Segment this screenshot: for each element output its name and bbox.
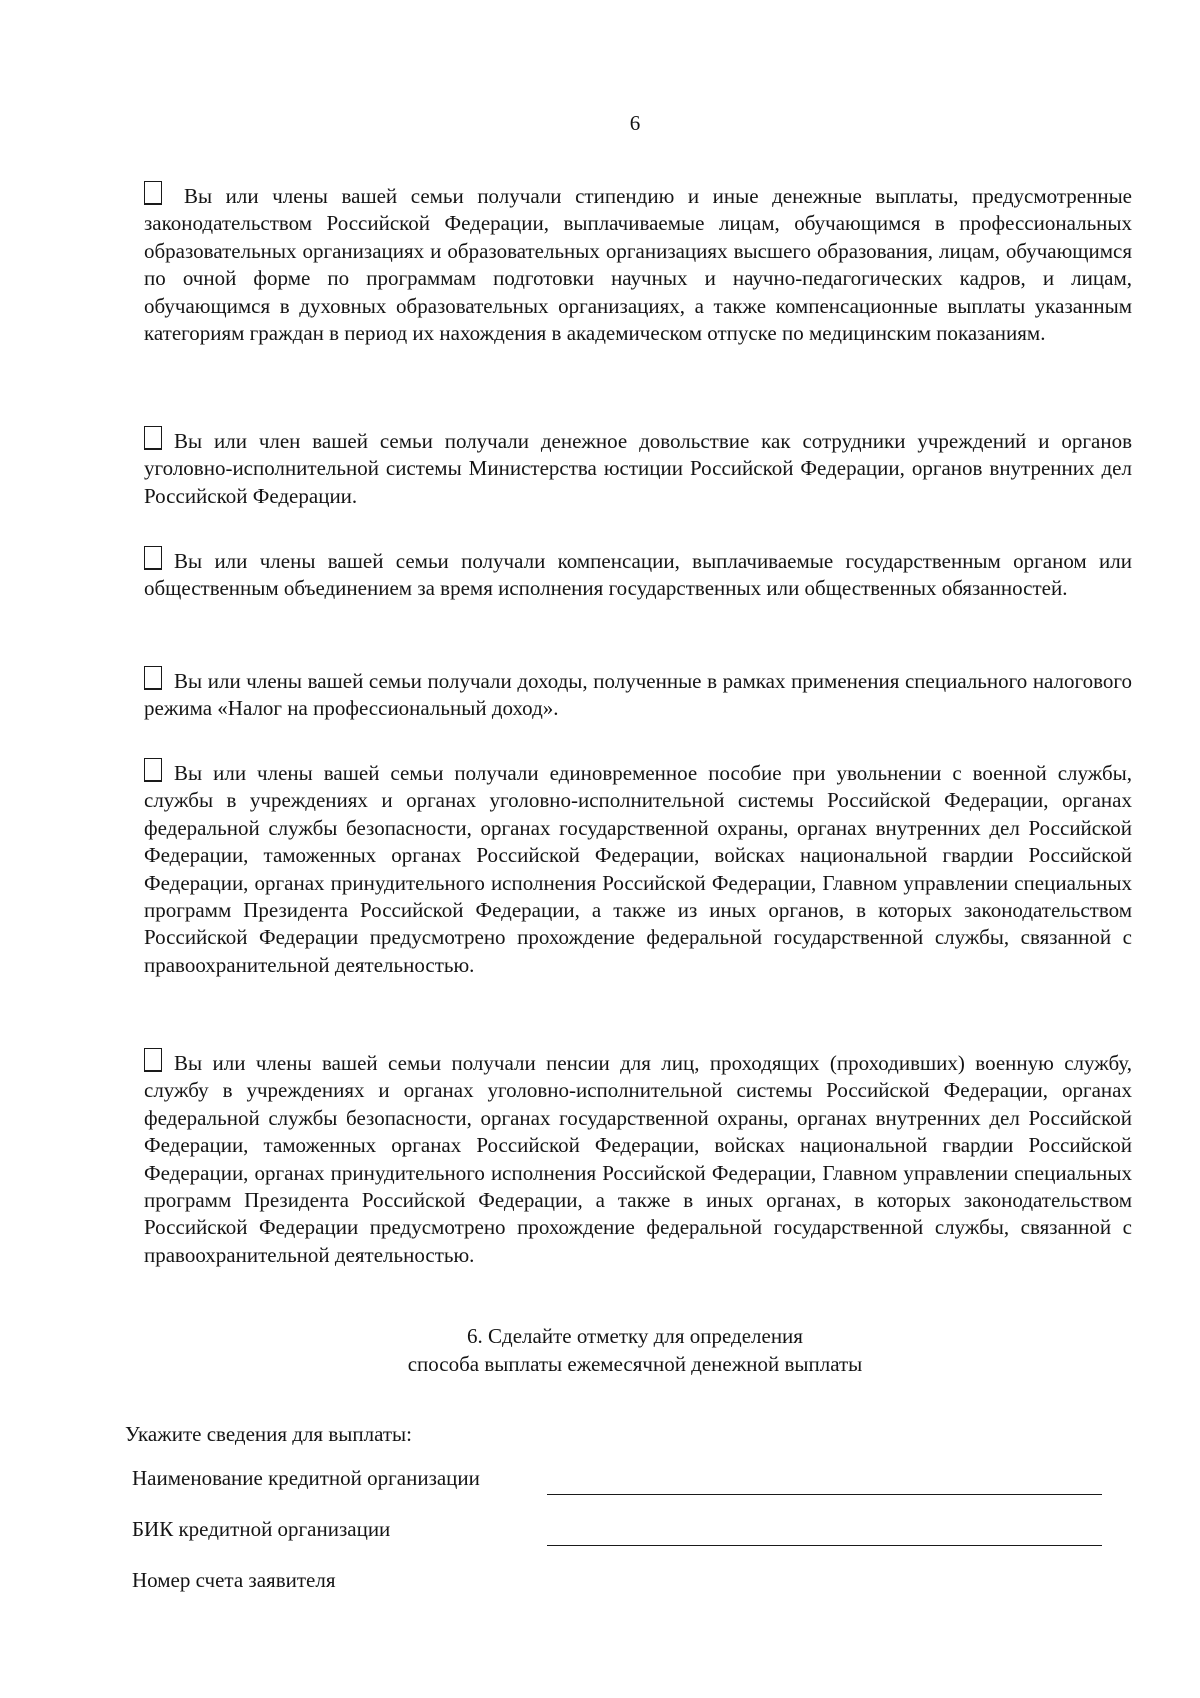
section-heading-line-2: способа выплаты ежемесячной денежной выплаты	[407, 1352, 863, 1376]
checkbox-allowance[interactable]	[144, 426, 162, 450]
option-text-professional-income-tax: Вы или члены вашей семьи получали доходы, полученные в рамках применения специального налогового режима «Налог на профессиональный доход».	[144, 669, 1132, 721]
bik-field[interactable]	[547, 1545, 1102, 1546]
income-option-professional-income-tax	[144, 666, 1132, 723]
checkbox-compensation[interactable]	[144, 546, 162, 570]
bik-label: БИК кредитной организации	[132, 1517, 391, 1541]
income-option-compensation	[144, 546, 1132, 603]
checkbox-scholarship[interactable]	[144, 181, 162, 205]
checkbox-professional-income-tax[interactable]	[144, 666, 162, 690]
income-option-severance-benefit	[144, 758, 1132, 979]
section-heading	[240, 1322, 1030, 1378]
bik-row	[132, 1515, 1102, 1555]
option-text-allowance: Вы или член вашей семьи получали денежное довольствие как сотрудники учреждений и органов уголовно-исполнительной системы Министерства юстиции Российской Федерации, органов внутренних дел Российской Федерации.	[144, 429, 1132, 508]
income-option-scholarship	[144, 181, 1132, 347]
bank-name-row	[132, 1464, 1102, 1504]
income-option-service-pension	[144, 1048, 1132, 1269]
option-text-compensation: Вы или члены вашей семьи получали компенсации, выплачиваемые государственным органом или общественным объединением за время исполнения государственных или общественных обязанностей.	[144, 549, 1132, 601]
income-option-allowance	[144, 426, 1132, 510]
option-text-severance-benefit: Вы или члены вашей семьи получали единовременное пособие при увольнении с военной службы, службы в учреждениях и органах уголовно-исполнительной системы Российской Федерации, органах федеральной службы безопасности, органах государственной охраны, органах внутренних дел Российской Федерации, таможенных органах Российской Федерации, войсках национальной гвардии Российской Федерации, органах принудительного исполнения Российской Федерации, Главном управлении специальных программ Президента Российской Федерации, а также из иных органов, в которых законодательством Российской Федерации предусмотрено прохождение федеральной государственной службы, связанной с правоохранительной деятельностью.	[144, 761, 1132, 977]
option-text-scholarship: Вы или члены вашей семьи получали стипендию и иные денежные выплаты, предусмотренные законодательством Российской Федерации, выплачиваемые лицам, обучающимся в профессиональных образовательных организациях и образовательных организациях высшего образования, лицам, обучающимся по очной форме по программам подготовки научных и научно-педагогических кадров, и лицам, обучающимся в духовных образовательных организациях, а также компенсационные выплаты указанным категориям граждан в период их нахождения в академическом отпуске по медицинским показаниям.	[144, 184, 1132, 346]
payment-intro: Укажите сведения для выплаты:	[125, 1422, 412, 1446]
option-text-service-pension: Вы или члены вашей семьи получали пенсии для лиц, проходящих (проходивших) военную службу, службу в учреждениях и органах уголовно-исполнительной системы Российской Федерации, органах федеральной службы безопасности, органах государственной охраны, органах внутренних дел Российской Федерации, таможенных органах Российской Федерации, войсках национальной гвардии Российской Федерации, органах принудительного исполнения Российской Федерации, Главном управлении специальных программ Президента Российской Федерации, а также в иных органах, в которых законодательством Российской Федерации предусмотрено прохождение федеральной государственной службы, связанной с правоохранительной деятельностью.	[144, 1051, 1132, 1267]
checkbox-severance-benefit[interactable]	[144, 758, 162, 782]
bank-name-label: Наименование кредитной организации	[132, 1466, 480, 1490]
bank-name-field[interactable]	[547, 1494, 1102, 1495]
checkbox-service-pension[interactable]	[144, 1048, 162, 1072]
account-row	[132, 1566, 1102, 1606]
section-heading-line-1: 6. Сделайте отметку для определения	[467, 1324, 803, 1348]
page-number: 6	[629, 111, 641, 135]
account-label: Номер счета заявителя	[132, 1568, 336, 1592]
